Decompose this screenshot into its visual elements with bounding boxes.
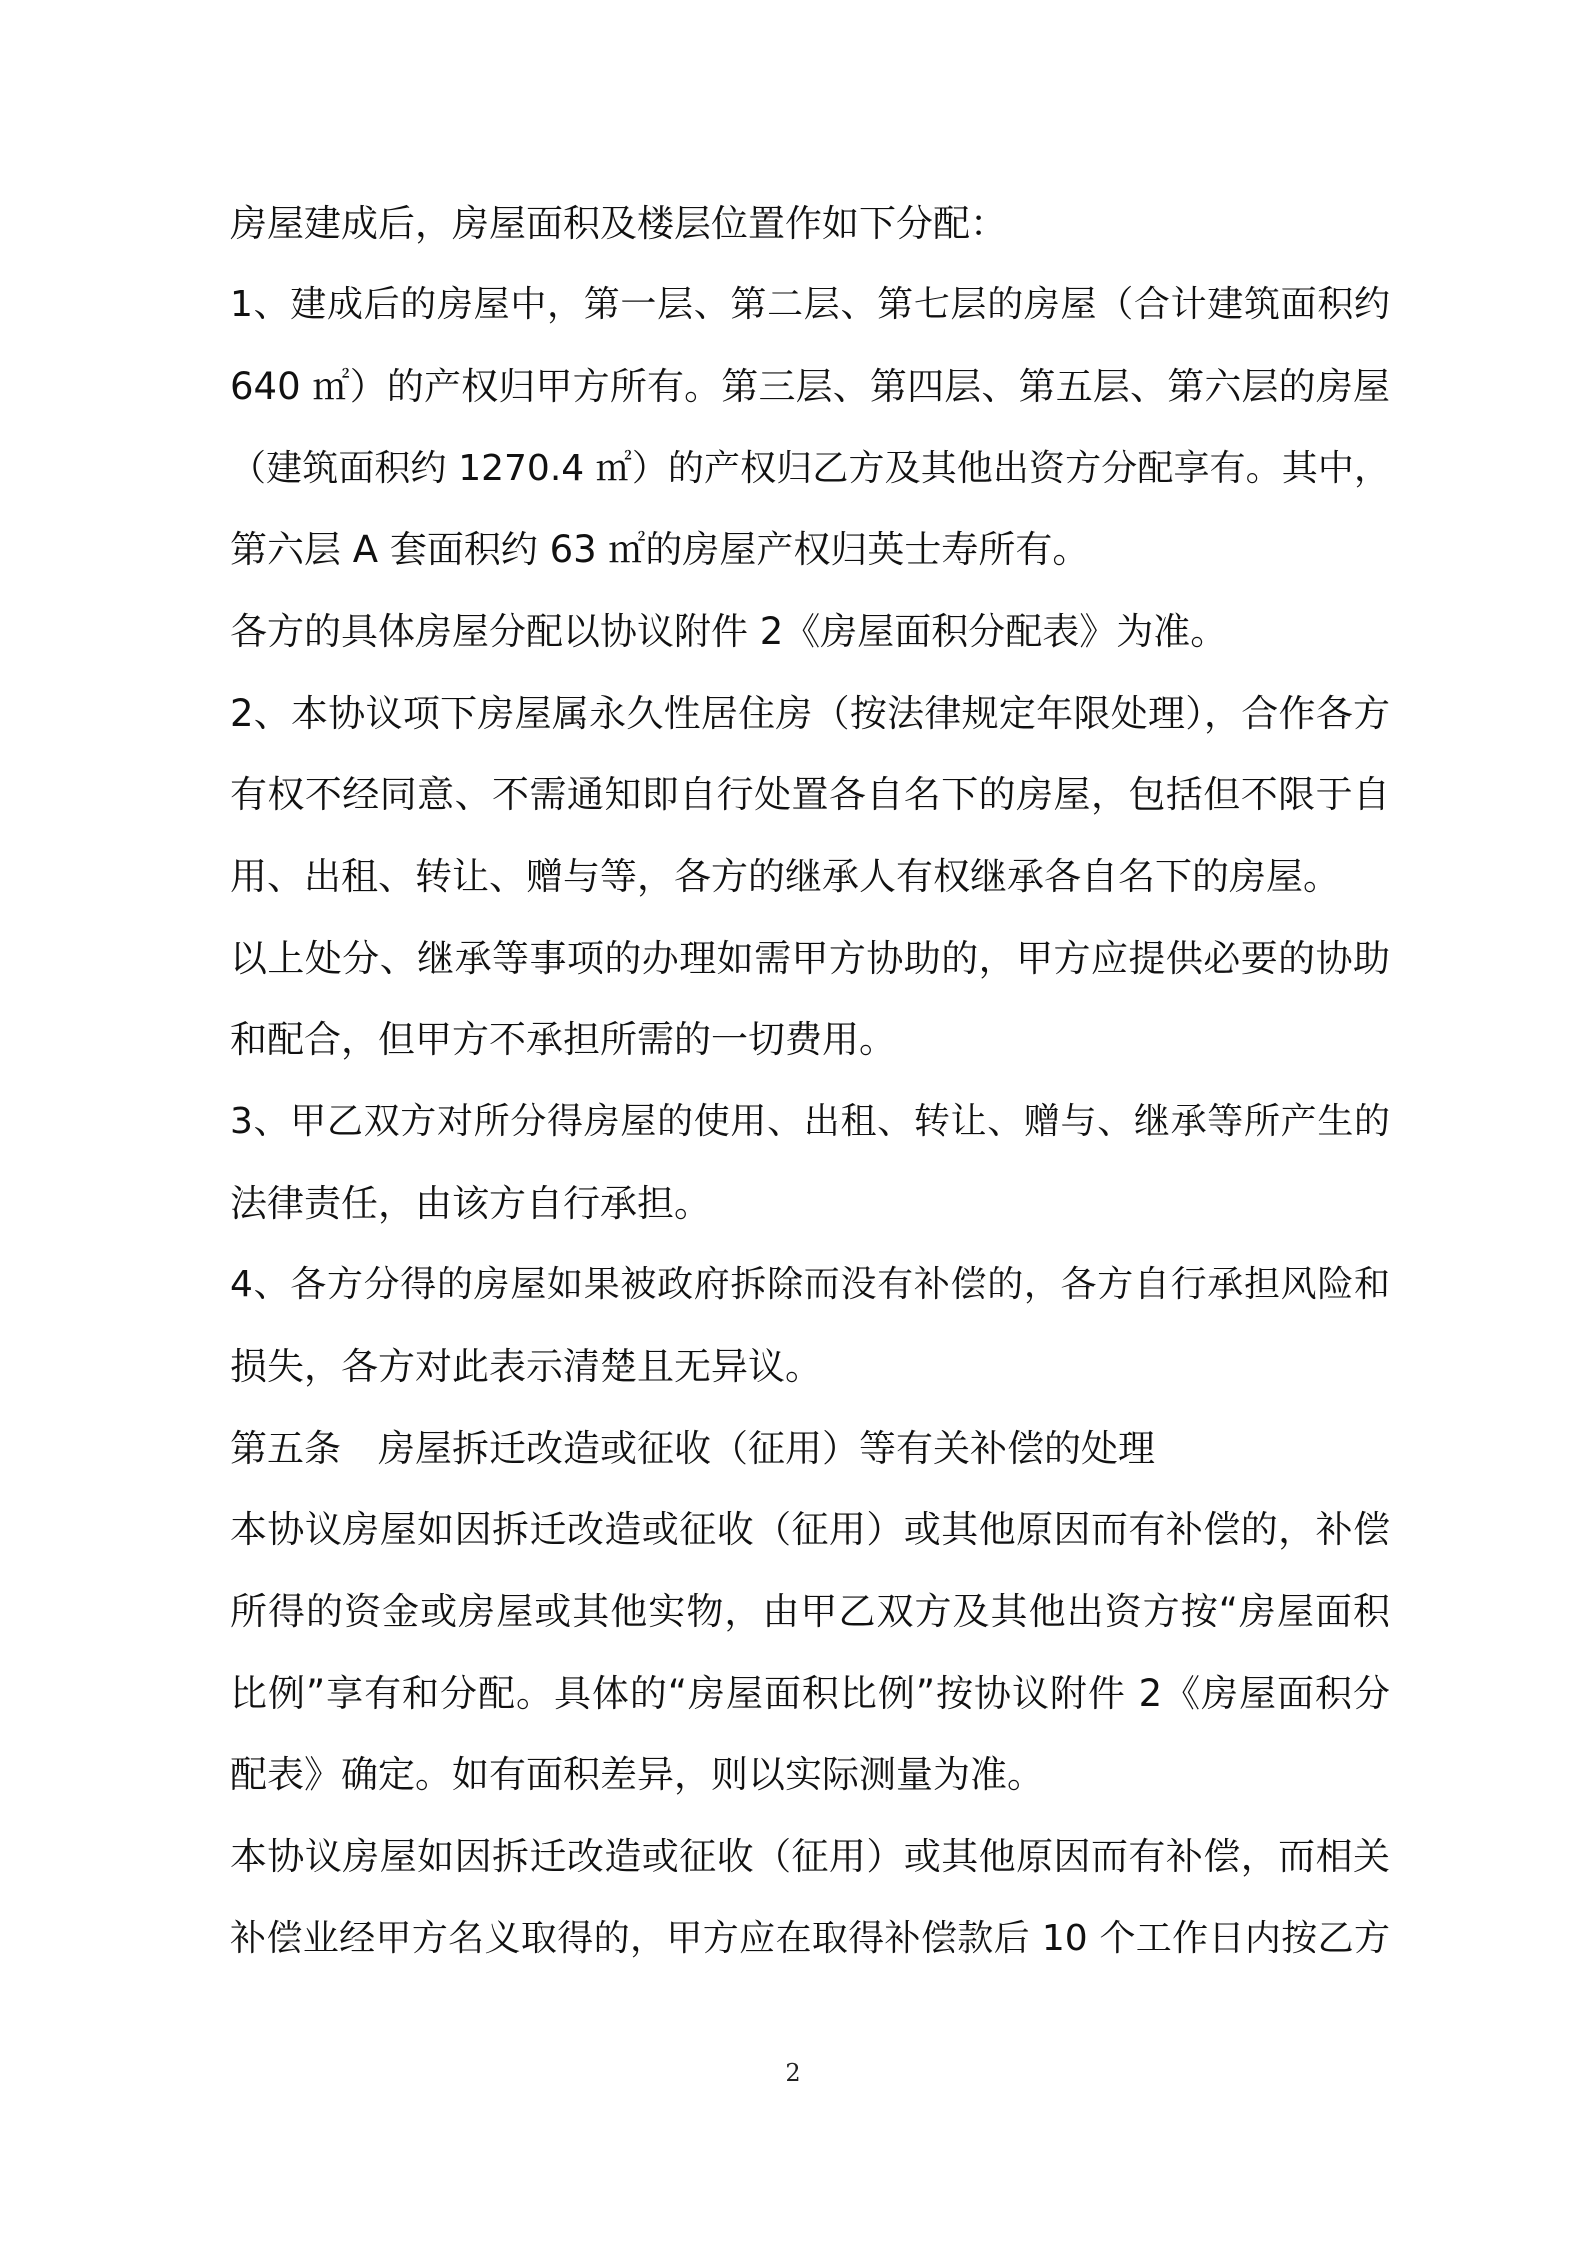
paragraph-line: 4、各方分得的房屋如果被政府拆除而没有补偿的，各方自行承担风险和 [230,1264,1390,1305]
paragraph-line: 房屋建成后，房屋面积及楼层位置作如下分配： [230,202,1007,245]
paragraph-line: 2、本协议项下房屋属永久性居住房（按法律规定年限处理），合作各方 [230,692,1390,735]
paragraph-line: 各方的具体房屋分配以协议附件 2《房屋面积分配表》为准。 [230,610,1228,653]
paragraph-line: 有权不经同意、不需通知即自行处置各自名下的房屋，包括但不限于自 [230,773,1390,816]
paragraph-line: 第六层 A 套面积约 63 ㎡的房屋产权归英士寿所有。 [230,528,1090,571]
paragraph-line: 以上处分、继承等事项的办理如需甲方协助的，甲方应提供必要的协助 [230,937,1390,980]
paragraph-line: 比例”享有和分配。具体的“房屋面积比例”按协议附件 2《房屋面积分 [230,1672,1390,1715]
paragraph-line: 本协议房屋如因拆迁改造或征收（征用）或其他原因而有补偿的，补偿 [230,1508,1390,1551]
paragraph-line: 640 ㎡）的产权归甲方所有。第三层、第四层、第五层、第六层的房屋 [230,365,1390,408]
page-number: 2 [785,2059,801,2087]
paragraph-line: （建筑面积约 1270.4 ㎡）的产权归乙方及其他出资方分配享有。其中， [230,448,1390,489]
paragraph-line: 用、出租、转让、赠与等，各方的继承人有权继承各自名下的房屋。 [230,855,1340,898]
paragraph-line: 配表》确定。如有面积差异，则以实际测量为准。 [230,1753,1044,1796]
paragraph-line: 所得的资金或房屋或其他实物，由甲乙双方及其他出资方按“房屋面积 [230,1590,1390,1633]
paragraph-line: 3、甲乙双方对所分得房屋的使用、出租、转让、赠与、继承等所产生的 [230,1101,1390,1142]
paragraph-line: 损失，各方对此表示清楚且无异议。 [230,1345,822,1388]
paragraph-line: 法律责任，由该方自行承担。 [230,1182,711,1225]
paragraph-line: 1、建成后的房屋中，第一层、第二层、第七层的房屋（合计建筑面积约 [230,284,1390,325]
section-heading: 第五条 房屋拆迁改造或征收（征用）等有关补偿的处理 [230,1427,1155,1470]
paragraph-line: 补偿业经甲方名义取得的，甲方应在取得补偿款后 10 个工作日内按乙方 [230,1918,1390,1959]
paragraph-line: 本协议房屋如因拆迁改造或征收（征用）或其他原因而有补偿，而相关 [230,1835,1390,1878]
paragraph-line: 和配合，但甲方不承担所需的一切费用。 [230,1018,896,1061]
